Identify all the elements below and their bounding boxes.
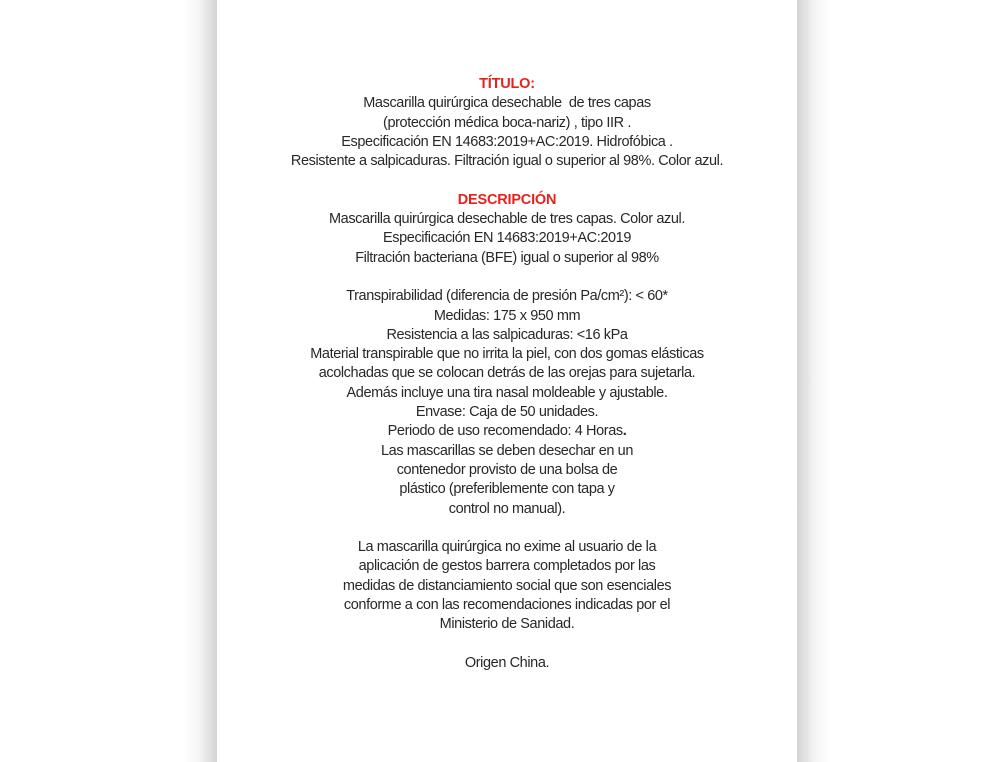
- specifications-section: [217, 287, 797, 519]
- page-gutter-shadow-right: [797, 0, 831, 762]
- text-line: control no manual).: [448, 500, 566, 517]
- text-line: Además incluye una tira nasal moldeable y ajustable.: [346, 384, 668, 401]
- text-line: Periodo de uso recomendado: 4 Horas: [387, 423, 623, 440]
- text-line: Especificación EN 14683:2019+AC:2019: [383, 230, 631, 247]
- origin-line: Origen China.: [464, 654, 550, 671]
- text-line: contenedor provisto de una bolsa de: [396, 461, 618, 478]
- text-line: plástico (preferiblemente con tapa y: [399, 481, 615, 498]
- text-line: Filtración bacteriana (BFE) igual o superior al 98%: [355, 249, 659, 266]
- document-page: [217, 0, 797, 762]
- title-heading: TÍTULO:: [479, 76, 535, 92]
- page-gutter-shadow-left: [183, 0, 217, 762]
- text-line: Resistencia a las salpicaduras: <16 kPa: [386, 326, 628, 343]
- text-line: Mascarilla quirúrgica desechable de tres capas: [363, 95, 651, 112]
- text-line-usage-period: [217, 422, 797, 441]
- description-heading: DESCRIPCIÓN: [457, 191, 557, 208]
- text-line: medidas de distanciamiento social que son esenciales: [342, 577, 672, 594]
- title-section: [217, 75, 797, 171]
- text-line: aplicación de gestos barrera completados por las: [358, 558, 656, 575]
- text-line: (protección médica boca-nariz) , tipo IIR .: [383, 114, 631, 131]
- text-line: Resistente a salpicaduras. Filtración igual o superior al 98%. Color azul.: [290, 153, 724, 170]
- text-line: Mascarilla quirúrgica desechable de tres capas. Color azul.: [328, 211, 685, 228]
- text-line: Especificación EN 14683:2019+AC:2019. Hidrofóbica .: [341, 133, 673, 150]
- advisory-section: [217, 538, 797, 634]
- text-line: Envase: Caja de 50 unidades.: [415, 404, 599, 421]
- text-line: Material transpirable que no irrita la piel, con dos gomas elásticas: [310, 346, 704, 363]
- text-line: La mascarilla quirúrgica no exime al usuario de la: [357, 539, 657, 556]
- text-line: Transpirabilidad (diferencia de presión Pa/cm²): < 60*: [346, 288, 668, 305]
- origin-section: [217, 654, 797, 673]
- text-line: conforme a con las recomendaciones indicadas por el: [343, 597, 671, 614]
- text-line: acolchadas que se colocan detrás de las orejas para sujetarla.: [318, 365, 696, 382]
- page-content: [217, 0, 797, 762]
- text-line: Ministerio de Sanidad.: [439, 616, 575, 633]
- bold-period: .: [622, 423, 627, 440]
- text-line: Las mascarillas se deben desechar en un: [380, 442, 633, 459]
- text-line: Medidas: 175 x 950 mm: [433, 307, 581, 324]
- description-section: [217, 191, 797, 268]
